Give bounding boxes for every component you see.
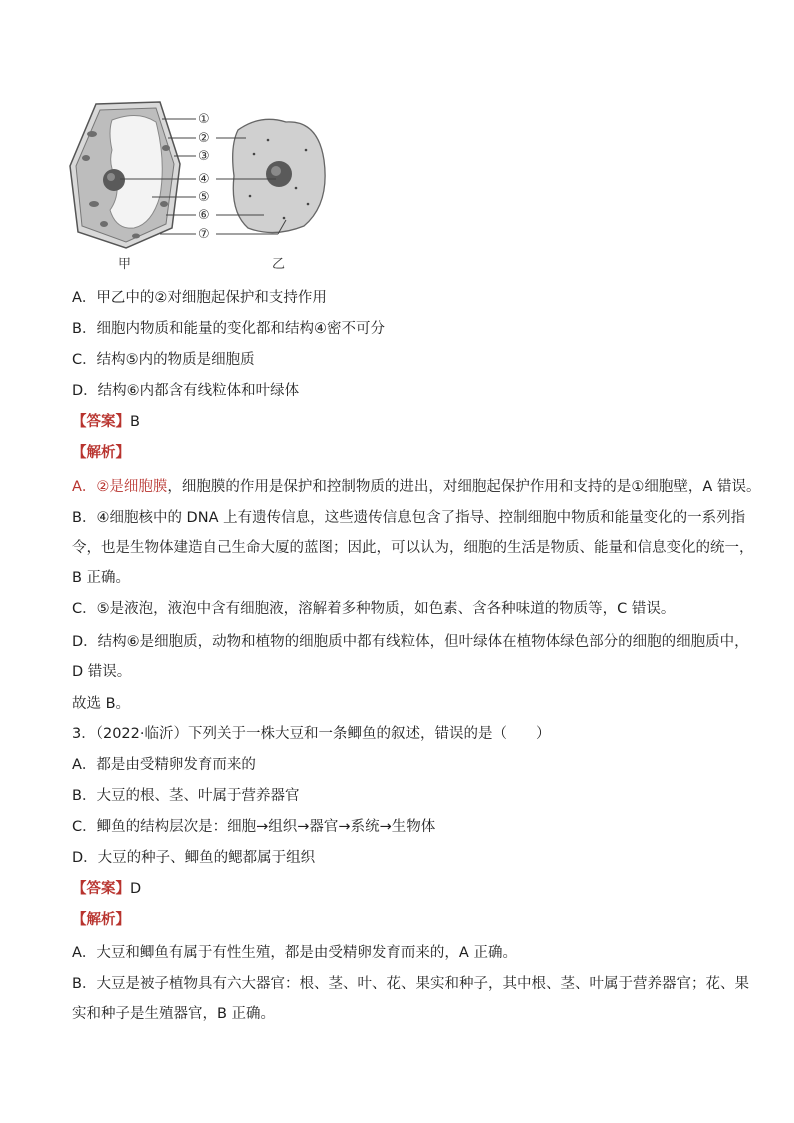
q2-analysis-b-line1: B．④细胞核中的 DNA 上有遗传信息，这些遗传信息包含了指导、控制细胞中物质和能量变化的一系列指	[72, 510, 746, 526]
q3-option-d: D．大豆的种子、鲫鱼的鳃都属于组织	[72, 850, 316, 866]
fig-caption-right: 乙	[272, 257, 286, 272]
q3-analysis-label: 【解析】	[72, 912, 130, 928]
q2-analysis-d-line1: D．结构⑥是细胞质，动物和植物的细胞质中都有线粒体，但叶绿体在植物体绿色部分的细胞的细胞质中，	[72, 634, 749, 650]
q2-analysis-b-line3: B 正确。	[72, 570, 131, 586]
q3-analysis-a: A．大豆和鲫鱼有属于有性生殖，都是由受精卵发育而来的，A 正确。	[72, 945, 517, 961]
q2-analysis-a	[72, 477, 760, 497]
q3-analysis-b-line2: 实和种子是生殖器官，B 正确。	[72, 1006, 276, 1022]
fig-label-7: ⑦	[198, 227, 210, 242]
q2-analysis-c: C．⑤是液泡，液泡中含有细胞液，溶解着多种物质，如色素、含各种味道的物质等，C 错误。	[72, 601, 676, 617]
q2-answer-label: 【答案】	[72, 414, 130, 430]
q3-answer-label: 【答案】	[72, 881, 130, 897]
fig-label-4: ④	[198, 172, 210, 187]
q3-analysis-b-line1: B．大豆是被子植物具有六大器官：根、茎、叶、花、果实和种子，其中根、茎、叶属于营养器官；花、果	[72, 976, 749, 992]
fig-label-3: ③	[198, 149, 210, 164]
q2-option-b: B．细胞内物质和能量的变化都和结构④密不可分	[72, 321, 385, 337]
q3-answer	[72, 879, 141, 899]
fig-caption-left: 甲	[118, 257, 132, 272]
q3-option-a: A．都是由受精卵发育而来的	[72, 757, 256, 773]
q2-analysis-a-rest: ，细胞膜的作用是保护和控制物质的进出，对细胞起保护作用和支持的是①细胞壁，A 错误。	[167, 479, 761, 495]
q2-analysis-d-line2: D 错误。	[72, 664, 132, 680]
q2-analysis-b-line2: 令，也是生物体建造自己生命大厦的蓝图；因此，可以认为，细胞的生活是物质、能量和信息变化的统一，	[72, 540, 754, 556]
q2-option-c: C．结构⑤内的物质是细胞质	[72, 352, 255, 368]
q2-analysis-a-highlight: A．②是细胞膜	[72, 479, 168, 495]
cell-diagram-svg	[68, 100, 348, 272]
q2-conclusion: 故选 B。	[72, 696, 131, 712]
animal-cell	[233, 119, 325, 232]
fig-label-5: ⑤	[198, 190, 210, 205]
q2-answer-value: B	[130, 414, 140, 430]
q2-analysis-label: 【解析】	[72, 445, 130, 461]
fig-label-6: ⑥	[198, 208, 210, 223]
q3-option-c: C．鲫鱼的结构层次是：细胞→组织→器官→系统→生物体	[72, 819, 436, 835]
fig-label-1: ①	[198, 112, 210, 127]
cell-diagram	[68, 100, 348, 272]
plant-cell	[70, 102, 180, 248]
q2-option-d: D．结构⑥内都含有线粒体和叶绿体	[72, 383, 300, 399]
q2-answer	[72, 412, 140, 432]
q3-answer-value: D	[130, 881, 142, 897]
q2-option-a: A．甲乙中的②对细胞起保护和支持作用	[72, 290, 327, 306]
q3-stem: 3．（2022·临沂）下列关于一株大豆和一条鲫鱼的叙述，错误的是（ ）	[72, 726, 551, 742]
q3-option-b: B．大豆的根、茎、叶属于营养器官	[72, 788, 300, 804]
fig-label-2: ②	[198, 131, 210, 146]
